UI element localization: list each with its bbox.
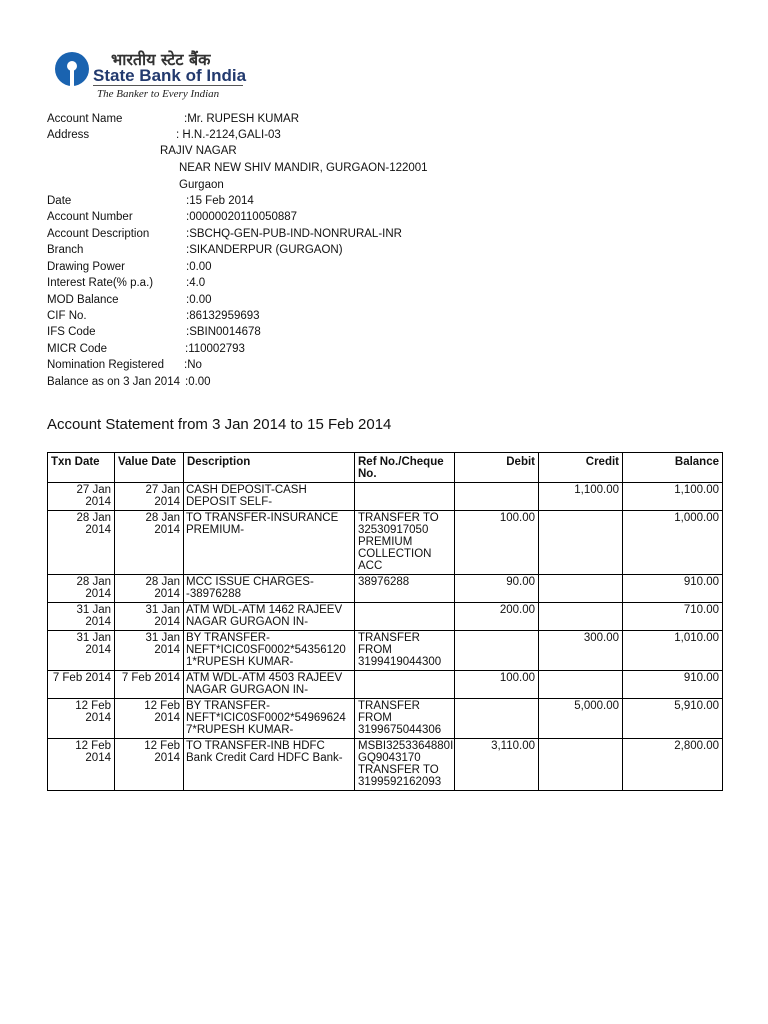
header-ref: Ref No./Cheque No. [355, 453, 455, 483]
cell-credit [539, 575, 623, 603]
cell-credit [539, 603, 623, 631]
cell-credit: 1,100.00 [539, 483, 623, 511]
logo-english-text: State Bank of India [93, 66, 247, 85]
header-value-date: Value Date [115, 453, 184, 483]
cell-ref: TRANSFER FROM 3199675044306 [355, 699, 455, 739]
cell-value-date: 12 Feb 2014 [115, 739, 184, 791]
table-row [48, 699, 723, 739]
info-value: :86132959693 [186, 310, 260, 322]
cell-txn-date: 31 Jan 2014 [48, 603, 115, 631]
cell-value-date: 7 Feb 2014 [115, 671, 184, 699]
info-label: Account Number [47, 211, 133, 223]
cell-description: BY TRANSFER-NEFT*ICIC0SF0002*54969624 7*RUPESH KUMAR- [184, 699, 355, 739]
cell-ref [355, 483, 455, 511]
info-value: : H.N.-2124,GALI-03 [176, 129, 281, 141]
cell-description: CASH DEPOSIT-CASH DEPOSIT SELF- [184, 483, 355, 511]
cell-credit [539, 671, 623, 699]
cell-balance: 910.00 [623, 671, 723, 699]
info-value: :0.00 [185, 376, 211, 388]
table-row [48, 603, 723, 631]
address-line-2: RAJIV NAGAR [160, 145, 237, 157]
cell-debit: 3,110.00 [455, 739, 539, 791]
cell-ref: TRANSFER FROM 3199419044300 [355, 631, 455, 671]
header-credit: Credit [539, 453, 623, 483]
info-label: Branch [47, 244, 84, 256]
cell-debit: 100.00 [455, 671, 539, 699]
cell-description: ATM WDL-ATM 1462 RAJEEV NAGAR GURGAON IN- [184, 603, 355, 631]
cell-description: BY TRANSFER-NEFT*ICIC0SF0002*54356120 1*RUPESH KUMAR- [184, 631, 355, 671]
cell-credit [539, 739, 623, 791]
cell-ref: TRANSFER TO 32530917050 PREMIUM COLLECTION ACC [355, 511, 455, 575]
sbi-logo [55, 48, 255, 104]
info-label: Balance as on 3 Jan 2014 [47, 376, 180, 388]
info-value: :0.00 [186, 261, 212, 273]
cell-debit: 200.00 [455, 603, 539, 631]
info-value: :15 Feb 2014 [186, 195, 254, 207]
cell-description: TO TRANSFER-INB HDFC Bank Credit Card HDFC Bank- [184, 739, 355, 791]
table-row [48, 671, 723, 699]
cell-description: MCC ISSUE CHARGES--38976288 [184, 575, 355, 603]
cell-value-date: 28 Jan 2014 [115, 575, 184, 603]
header-txn-date: Txn Date [48, 453, 115, 483]
header-balance: Balance [623, 453, 723, 483]
info-label: Address [47, 129, 90, 141]
address-line-4: Gurgaon [179, 179, 224, 191]
cell-txn-date: 31 Jan 2014 [48, 631, 115, 671]
cell-balance: 910.00 [623, 575, 723, 603]
info-value: :No [184, 359, 202, 371]
cell-balance: 710.00 [623, 603, 723, 631]
cell-debit [455, 699, 539, 739]
info-label: Date [47, 195, 72, 207]
info-label: Interest Rate(% p.a.) [47, 277, 154, 289]
info-value: :00000020110050887 [186, 211, 298, 223]
logo-hindi-text: भारतीय स्टेट बैंक [111, 50, 211, 69]
cell-txn-date: 7 Feb 2014 [48, 671, 115, 699]
info-label: Drawing Power [47, 261, 125, 273]
info-value: :Mr. RUPESH KUMAR [184, 113, 300, 125]
info-value: :110002793 [185, 343, 245, 355]
cell-value-date: 12 Feb 2014 [115, 699, 184, 739]
info-label: CIF No. [47, 310, 87, 322]
table-row [48, 575, 723, 603]
info-label: MOD Balance [47, 294, 119, 306]
cell-value-date: 28 Jan 2014 [115, 511, 184, 575]
transaction-table [47, 452, 723, 791]
cell-txn-date: 28 Jan 2014 [48, 511, 115, 575]
cell-description: ATM WDL-ATM 4503 RAJEEV NAGAR GURGAON IN- [184, 671, 355, 699]
header-debit: Debit [455, 453, 539, 483]
info-value: :SIKANDERPUR (GURGAON) [186, 244, 343, 256]
table-row [48, 739, 723, 791]
table-header-row [48, 453, 723, 483]
sbi-keyhole-icon [55, 52, 89, 86]
cell-value-date: 27 Jan 2014 [115, 483, 184, 511]
header-description: Description [184, 453, 355, 483]
address-line-3: NEAR NEW SHIV MANDIR, GURGAON-122001 [179, 162, 428, 174]
cell-balance: 5,910.00 [623, 699, 723, 739]
table-row [48, 631, 723, 671]
logo-tagline: The Banker to Every Indian [97, 88, 220, 100]
cell-txn-date: 28 Jan 2014 [48, 575, 115, 603]
info-value: :SBCHQ-GEN-PUB-IND-NONRURAL-INR [186, 228, 402, 240]
table-row [48, 511, 723, 575]
cell-balance: 1,100.00 [623, 483, 723, 511]
cell-debit: 90.00 [455, 575, 539, 603]
info-value: :SBIN0014678 [186, 326, 261, 338]
cell-ref: MSBI3253364880I GQ9043170 TRANSFER TO 3199592162093 [355, 739, 455, 791]
info-label: Account Description [47, 228, 150, 240]
cell-txn-date: 12 Feb 2014 [48, 739, 115, 791]
cell-description: TO TRANSFER-INSURANCE PREMIUM- [184, 511, 355, 575]
info-label: Nomination Registered [47, 359, 164, 371]
cell-txn-date: 27 Jan 2014 [48, 483, 115, 511]
cell-debit [455, 483, 539, 511]
cell-credit [539, 511, 623, 575]
cell-credit: 300.00 [539, 631, 623, 671]
cell-credit: 5,000.00 [539, 699, 623, 739]
cell-value-date: 31 Jan 2014 [115, 603, 184, 631]
cell-ref [355, 603, 455, 631]
cell-debit [455, 631, 539, 671]
table-row [48, 483, 723, 511]
logo-divider [93, 85, 243, 86]
info-label: Account Name [47, 113, 123, 125]
cell-ref: 38976288 [355, 575, 455, 603]
cell-ref [355, 671, 455, 699]
info-value: :0.00 [186, 294, 212, 306]
info-value: :4.0 [186, 277, 206, 289]
cell-balance: 1,000.00 [623, 511, 723, 575]
cell-debit: 100.00 [455, 511, 539, 575]
cell-txn-date: 12 Feb 2014 [48, 699, 115, 739]
info-label: MICR Code [47, 343, 108, 355]
cell-balance: 2,800.00 [623, 739, 723, 791]
info-label: IFS Code [47, 326, 96, 338]
statement-title: Account Statement from 3 Jan 2014 to 15 Feb 2014 [47, 416, 392, 433]
cell-value-date: 31 Jan 2014 [115, 631, 184, 671]
cell-balance: 1,010.00 [623, 631, 723, 671]
